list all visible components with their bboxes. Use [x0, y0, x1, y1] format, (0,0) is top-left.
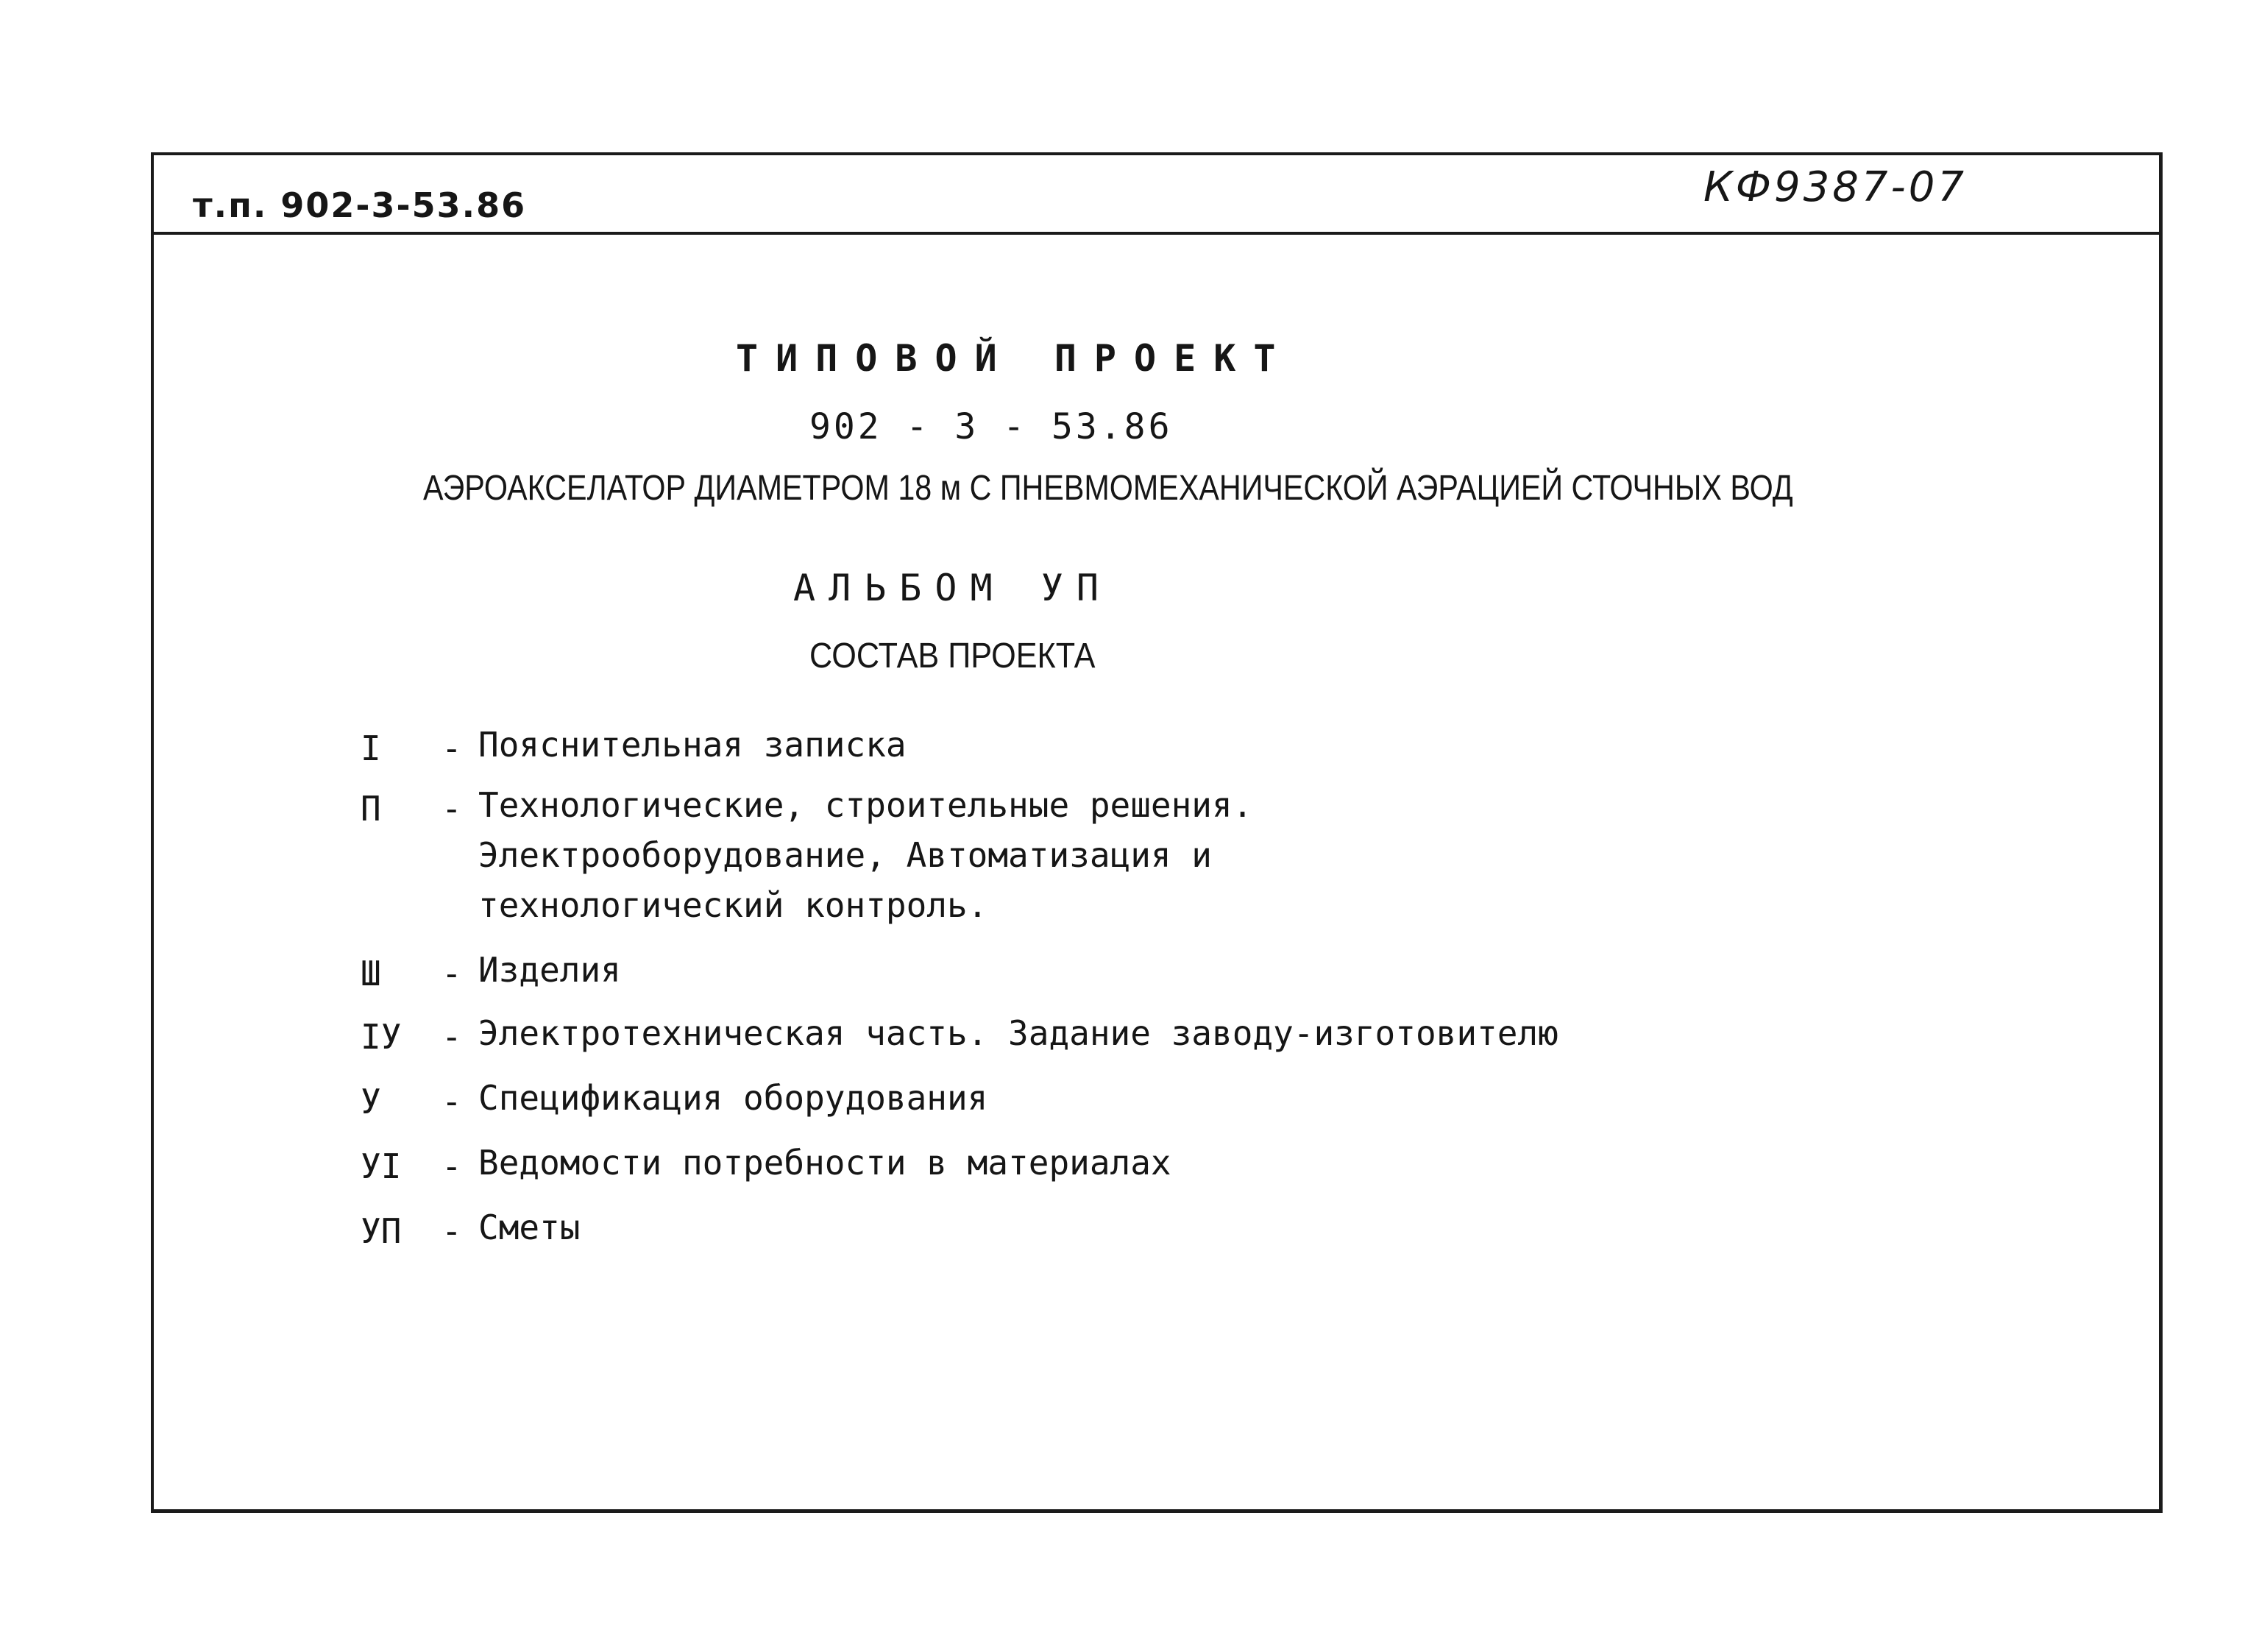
item-number: П — [361, 789, 381, 829]
document-title: ТИПОВОЙ ПРОЕКТ — [736, 337, 1294, 380]
item-number: Ш — [361, 954, 381, 993]
album-title: АЛЬБОМ УП — [793, 567, 1112, 609]
item-description: Электрооборудование, Автоматизация и — [478, 835, 1212, 875]
item-dash: - — [441, 1017, 462, 1057]
item-description: Спецификация оборудования — [478, 1078, 988, 1118]
item-description: Сметы — [478, 1208, 581, 1247]
list-item — [361, 1078, 988, 1123]
item-dash: - — [441, 1211, 462, 1251]
item-dash: - — [441, 728, 462, 768]
list-item — [361, 785, 1253, 930]
composition-title: СОСТАВ ПРОЕКТА — [809, 637, 1096, 676]
list-item — [361, 1143, 1171, 1188]
list-item — [361, 1013, 1558, 1058]
item-number: УП — [361, 1211, 402, 1251]
item-dash: - — [441, 1082, 462, 1121]
item-number: У — [361, 1082, 381, 1121]
item-description: Ведомости потребности в материалах — [478, 1143, 1171, 1183]
list-item — [361, 1208, 581, 1252]
item-dash: - — [441, 1146, 462, 1186]
item-number: УI — [361, 1146, 402, 1186]
item-dash: - — [441, 789, 462, 829]
project-number: 902 - 3 - 53.86 — [809, 406, 1173, 447]
item-description: Технологические, строительные решения. — [478, 785, 1253, 825]
list-item — [361, 950, 621, 995]
archive-number: КФ9387-07 — [1703, 163, 1967, 211]
item-description: технологический контроль. — [478, 885, 988, 925]
item-description: Изделия — [478, 950, 621, 990]
item-number: I — [361, 728, 381, 768]
tp-code: т.п. 902-3-53.86 — [193, 185, 527, 225]
item-number: IУ — [361, 1017, 402, 1057]
item-description: Электротехническая часть. Задание заводу-изготовителю — [478, 1013, 1558, 1053]
item-description: Пояснительная записка — [478, 725, 907, 765]
project-name: АЭРОАКСЕЛАТОР ДИАМЕТРОМ 18 м С ПНЕВМОМЕХАНИЧЕСКОЙ АЭРАЦИЕЙ СТОЧНЫХ ВОД — [423, 469, 1793, 508]
list-item — [361, 725, 907, 770]
header-divider — [151, 232, 2160, 235]
item-dash: - — [441, 954, 462, 993]
